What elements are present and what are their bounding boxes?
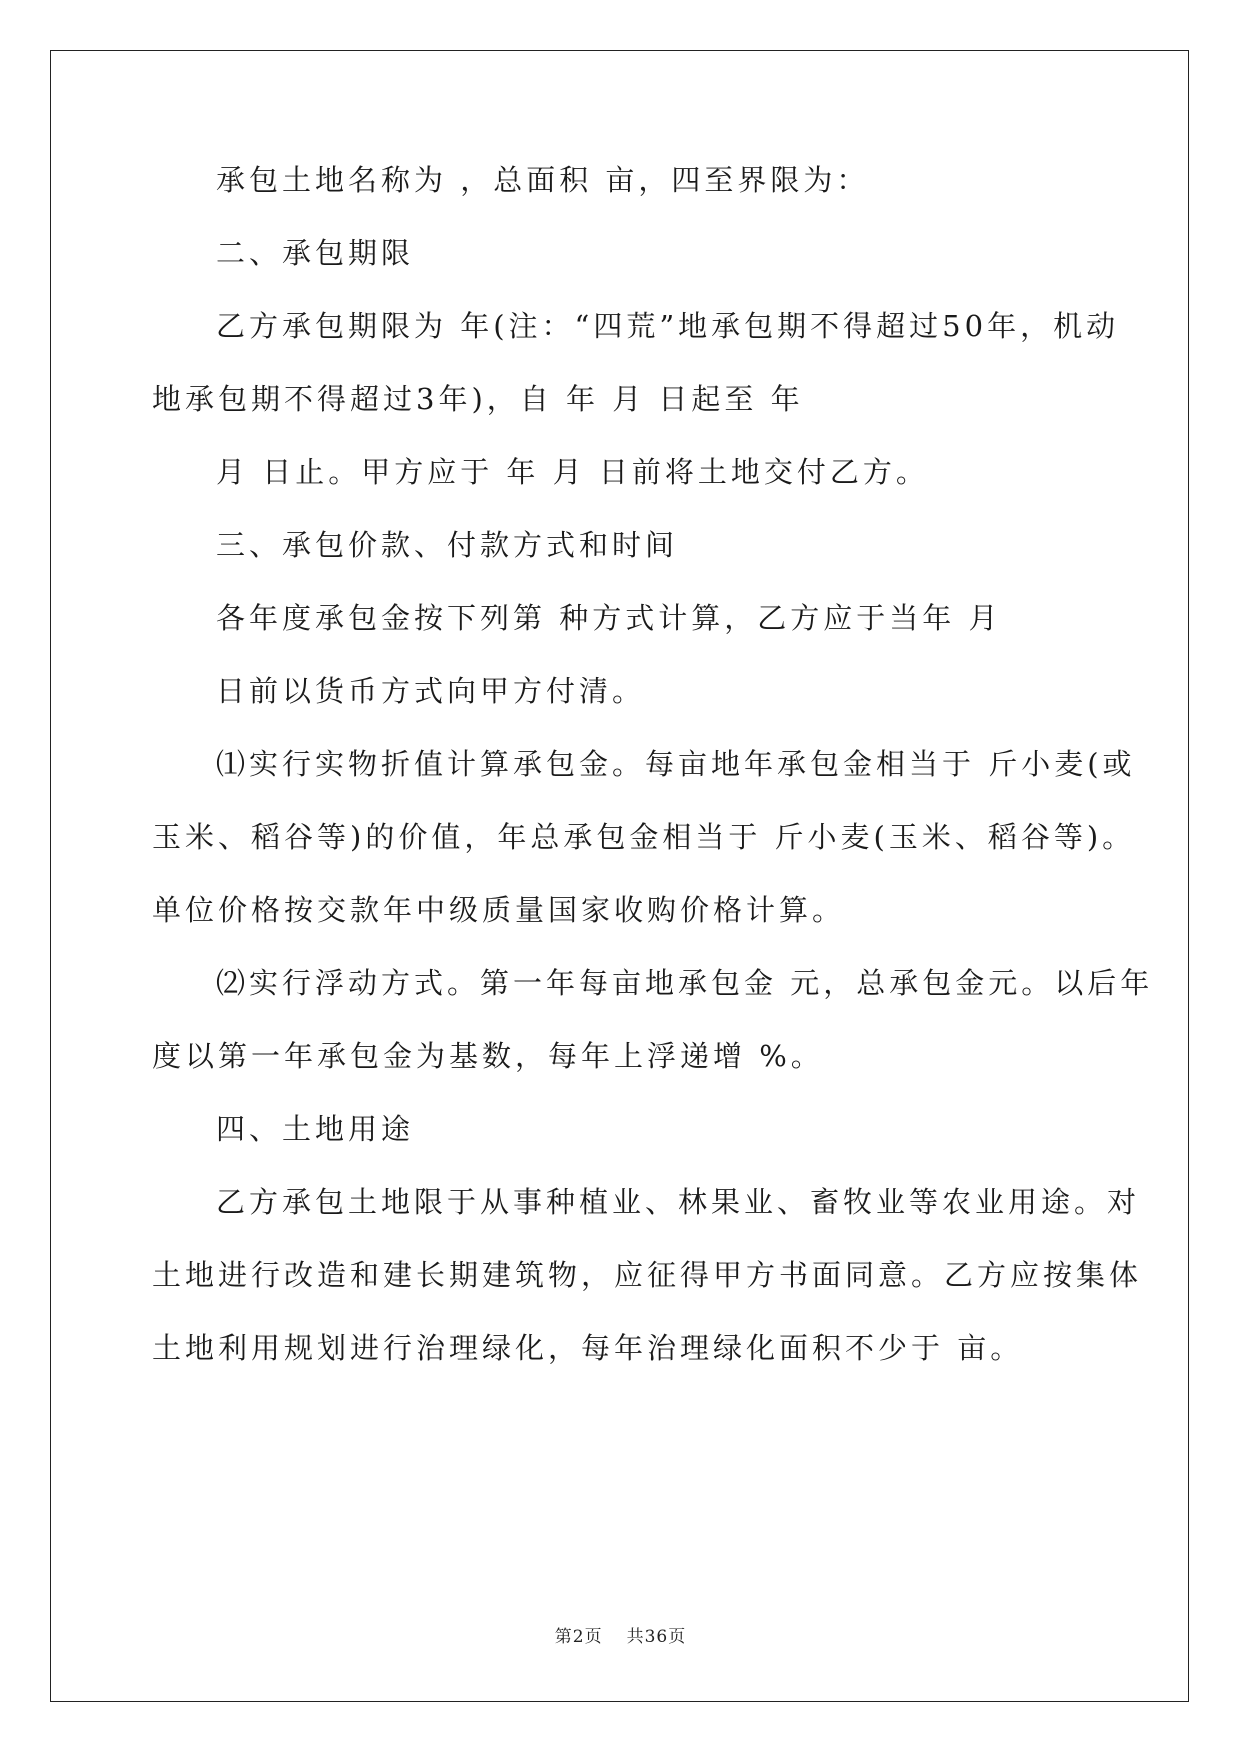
- paragraph-method-1-line-2: 玉米、稻谷等)的价值，年总承包金相当于 斤小麦(玉米、稻谷等)。: [152, 820, 1136, 854]
- paragraph-method-1-line-3: 单位价格按交款年中级质量国家收购价格计算。: [152, 893, 846, 927]
- page-total: 共36页: [626, 1627, 687, 1647]
- paragraph-payment-line-2: 日前以货币方式向甲方付清。: [216, 674, 646, 708]
- paragraph-term-line-2: 地承包期不得超过3年)，自 年 月 日起至 年: [152, 382, 804, 416]
- paragraph-land-use-line-2: 土地进行改造和建长期建筑物，应征得甲方书面同意。乙方应按集体: [152, 1258, 1143, 1292]
- paragraph-method-1-line-1: ⑴实行实物折值计算承包金。每亩地年承包金相当于 斤小麦(或: [216, 747, 1136, 781]
- page-number: 第2页: [554, 1627, 603, 1647]
- heading-contract-term: 二、承包期限: [216, 236, 415, 270]
- paragraph-land-use-line-3: 土地利用规划进行治理绿化，每年治理绿化面积不少于 亩。: [152, 1331, 1024, 1365]
- paragraph-land-use-line-1: 乙方承包土地限于从事种植业、林果业、畜牧业等农业用途。对: [216, 1185, 1141, 1219]
- heading-land-use: 四、土地用途: [216, 1112, 415, 1146]
- paragraph-method-2-line-1: ⑵实行浮动方式。第一年每亩地承包金 元，总承包金元。以后年: [216, 966, 1154, 1000]
- paragraph-method-2-line-2: 度以第一年承包金为基数，每年上浮递增 %。: [152, 1039, 824, 1073]
- paragraph-term-line-1: 乙方承包期限为 年(注：“四荒”地承包期不得超过50年，机动: [216, 309, 1120, 343]
- page-frame: [50, 50, 1189, 1702]
- heading-payment: 三、承包价款、付款方式和时间: [216, 528, 679, 562]
- paragraph-term-line-3: 月 日止。甲方应于 年 月 日前将土地交付乙方。: [216, 455, 929, 489]
- paragraph-payment-line-1: 各年度承包金按下列第 种方式计算，乙方应于当年 月: [216, 601, 1002, 635]
- paragraph-land-name: 承包土地名称为 ，总面积 亩，四至界限为：: [216, 163, 870, 197]
- page-footer: [0, 1622, 1241, 1647]
